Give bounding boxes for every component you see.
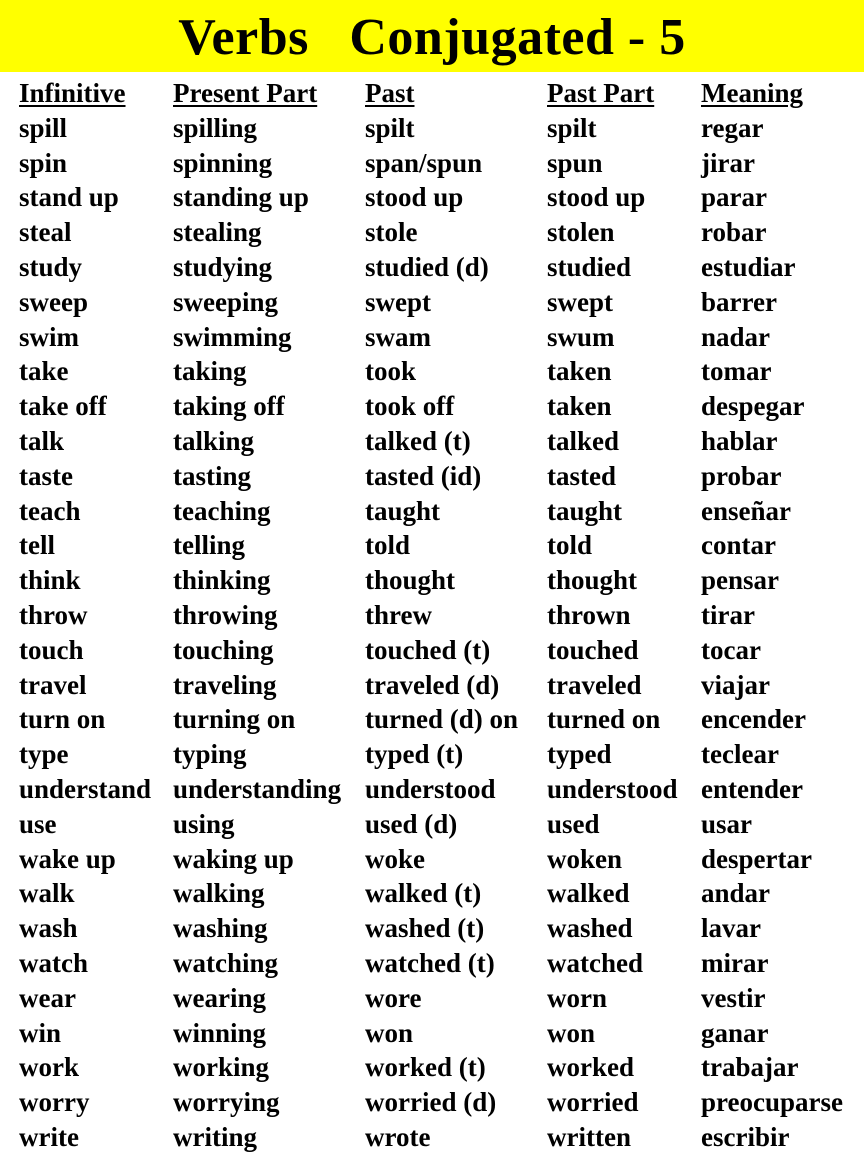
table-row xyxy=(19,737,864,772)
present-participle-cell: walking xyxy=(173,878,265,909)
past-participle-cell: taught xyxy=(547,495,623,526)
infinitive-cell: think xyxy=(19,565,81,596)
past-cell: washed (t) xyxy=(365,913,485,944)
meaning-cell: tocar xyxy=(701,634,761,665)
infinitive-cell: touch xyxy=(19,634,84,665)
meaning-cell: usar xyxy=(701,808,753,839)
meaning-cell: andar xyxy=(701,878,771,909)
past-participle-cell: studied xyxy=(547,251,632,282)
past-participle-cell: walked xyxy=(547,878,630,909)
table-row xyxy=(19,772,864,807)
table-row xyxy=(19,111,864,146)
table-row xyxy=(19,285,864,320)
meaning-cell: barrer xyxy=(701,286,777,317)
past-participle-cell: spun xyxy=(547,147,603,178)
present-participle-cell: stealing xyxy=(173,217,262,248)
present-participle-cell: using xyxy=(173,808,235,839)
past-cell: spilt xyxy=(365,112,415,143)
past-participle-cell: typed xyxy=(547,739,612,770)
past-participle-cell: used xyxy=(547,808,600,839)
past-cell: studied (d) xyxy=(365,251,489,282)
meaning-cell: nadar xyxy=(701,321,771,352)
table-row xyxy=(19,668,864,703)
present-participle-cell: tasting xyxy=(173,460,252,491)
past-cell: tasted (id) xyxy=(365,460,482,491)
infinitive-cell: tell xyxy=(19,530,55,561)
past-participle-cell: watched xyxy=(547,947,643,978)
present-participle-cell: thinking xyxy=(173,565,271,596)
header-infinitive: Infinitive xyxy=(19,78,126,108)
table-row xyxy=(19,424,864,459)
meaning-cell: pensar xyxy=(701,565,780,596)
past-cell: threw xyxy=(365,599,432,630)
page-title: Verbs Conjugated - 5 xyxy=(178,9,686,66)
table-row xyxy=(19,1050,864,1085)
past-cell: took xyxy=(365,356,417,387)
past-cell: understood xyxy=(365,773,496,804)
header-past: Past xyxy=(365,78,415,108)
infinitive-cell: spin xyxy=(19,147,68,178)
past-participle-cell: spilt xyxy=(547,112,597,143)
table-row xyxy=(19,354,864,389)
meaning-cell: probar xyxy=(701,460,782,491)
past-participle-cell: understood xyxy=(547,773,678,804)
infinitive-cell: steal xyxy=(19,217,72,248)
infinitive-cell: turn on xyxy=(19,704,106,735)
meaning-cell: vestir xyxy=(701,982,766,1013)
meaning-cell: tirar xyxy=(701,599,755,630)
infinitive-cell: walk xyxy=(19,878,75,909)
present-participle-cell: spilling xyxy=(173,112,258,143)
meaning-cell: teclear xyxy=(701,739,779,770)
infinitive-cell: win xyxy=(19,1017,62,1048)
table-row xyxy=(19,946,864,981)
present-participle-cell: writing xyxy=(173,1121,257,1152)
past-cell: traveled (d) xyxy=(365,669,500,700)
present-participle-cell: watching xyxy=(173,947,279,978)
infinitive-cell: travel xyxy=(19,669,87,700)
past-cell: swept xyxy=(365,286,431,317)
past-cell: wore xyxy=(365,982,422,1013)
past-cell: won xyxy=(365,1017,414,1048)
meaning-cell: despegar xyxy=(701,391,805,422)
past-participle-cell: won xyxy=(547,1017,596,1048)
past-participle-cell: worried xyxy=(547,1087,639,1118)
meaning-cell: enseñar xyxy=(701,495,791,526)
past-cell: thought xyxy=(365,565,456,596)
infinitive-cell: teach xyxy=(19,495,81,526)
past-cell: worried (d) xyxy=(365,1087,497,1118)
verb-table xyxy=(19,76,864,1155)
past-cell: told xyxy=(365,530,411,561)
past-participle-cell: taken xyxy=(547,391,612,422)
past-cell: typed (t) xyxy=(365,739,464,770)
infinitive-cell: understand xyxy=(19,773,152,804)
meaning-cell: jirar xyxy=(701,147,755,178)
present-participle-cell: studying xyxy=(173,251,273,282)
past-participle-cell: thrown xyxy=(547,599,631,630)
table-row xyxy=(19,389,864,424)
past-participle-cell: stood up xyxy=(547,182,646,213)
infinitive-cell: swim xyxy=(19,321,79,352)
past-cell: talked (t) xyxy=(365,425,471,456)
present-participle-cell: swimming xyxy=(173,321,292,352)
past-cell: worked (t) xyxy=(365,1052,486,1083)
infinitive-cell: work xyxy=(19,1052,79,1083)
past-cell: used (d) xyxy=(365,808,458,839)
meaning-cell: preocuparse xyxy=(701,1087,843,1118)
table-row xyxy=(19,494,864,529)
present-participle-cell: typing xyxy=(173,739,247,770)
present-participle-cell: worrying xyxy=(173,1087,280,1118)
meaning-cell: regar xyxy=(701,112,764,143)
table-row xyxy=(19,146,864,181)
past-cell: touched (t) xyxy=(365,634,491,665)
present-participle-cell: washing xyxy=(173,913,268,944)
past-cell: stole xyxy=(365,217,418,248)
past-cell: swam xyxy=(365,321,431,352)
infinitive-cell: sweep xyxy=(19,286,88,317)
table-row xyxy=(19,842,864,877)
meaning-cell: mirar xyxy=(701,947,769,978)
table-row xyxy=(19,563,864,598)
past-cell: stood up xyxy=(365,182,464,213)
present-participle-cell: spinning xyxy=(173,147,273,178)
infinitive-cell: study xyxy=(19,251,83,282)
meaning-cell: contar xyxy=(701,530,776,561)
infinitive-cell: stand up xyxy=(19,182,119,213)
meaning-cell: ganar xyxy=(701,1017,769,1048)
meaning-cell: escribir xyxy=(701,1121,790,1152)
past-participle-cell: touched xyxy=(547,634,639,665)
past-participle-cell: talked xyxy=(547,425,620,456)
infinitive-cell: talk xyxy=(19,425,65,456)
present-participle-cell: telling xyxy=(173,530,245,561)
meaning-cell: encender xyxy=(701,704,806,735)
past-cell: span/spun xyxy=(365,147,483,178)
table-row xyxy=(19,459,864,494)
past-cell: woke xyxy=(365,843,425,874)
past-cell: took off xyxy=(365,391,455,422)
present-participle-cell: standing up xyxy=(173,182,309,213)
table-row xyxy=(19,911,864,946)
present-participle-cell: taking xyxy=(173,356,247,387)
table-row xyxy=(19,981,864,1016)
table-row xyxy=(19,633,864,668)
present-participle-cell: throwing xyxy=(173,599,278,630)
present-participle-cell: winning xyxy=(173,1017,267,1048)
header-past-participle: Past Part xyxy=(547,78,655,108)
table-row xyxy=(19,320,864,355)
past-participle-cell: turned on xyxy=(547,704,661,735)
infinitive-cell: wake up xyxy=(19,843,116,874)
meaning-cell: entender xyxy=(701,773,803,804)
infinitive-cell: spill xyxy=(19,112,68,143)
infinitive-cell: wear xyxy=(19,982,76,1013)
meaning-cell: estudiar xyxy=(701,251,796,282)
table-row xyxy=(19,180,864,215)
infinitive-cell: take off xyxy=(19,391,107,422)
meaning-cell: hablar xyxy=(701,425,778,456)
past-cell: walked (t) xyxy=(365,878,482,909)
table-row xyxy=(19,807,864,842)
present-participle-cell: teaching xyxy=(173,495,271,526)
table-row xyxy=(19,1016,864,1051)
infinitive-cell: take xyxy=(19,356,69,387)
past-cell: watched (t) xyxy=(365,947,495,978)
infinitive-cell: worry xyxy=(19,1087,90,1118)
past-participle-cell: swum xyxy=(547,321,615,352)
meaning-cell: robar xyxy=(701,217,767,248)
past-participle-cell: thought xyxy=(547,565,638,596)
table-row xyxy=(19,1120,864,1155)
meaning-cell: viajar xyxy=(701,669,770,700)
present-participle-cell: traveling xyxy=(173,669,277,700)
infinitive-cell: write xyxy=(19,1121,79,1152)
table-row xyxy=(19,876,864,911)
past-participle-cell: worked xyxy=(547,1052,634,1083)
present-participle-cell: working xyxy=(173,1052,270,1083)
past-participle-cell: worn xyxy=(547,982,607,1013)
infinitive-cell: throw xyxy=(19,599,88,630)
past-cell: taught xyxy=(365,495,441,526)
infinitive-cell: type xyxy=(19,739,69,770)
past-cell: turned (d) on xyxy=(365,704,519,735)
past-participle-cell: written xyxy=(547,1121,631,1152)
present-participle-cell: turning on xyxy=(173,704,296,735)
present-participle-cell: taking off xyxy=(173,391,285,422)
present-participle-cell: sweeping xyxy=(173,286,279,317)
meaning-cell: trabajar xyxy=(701,1052,799,1083)
table-row xyxy=(19,250,864,285)
table-row xyxy=(19,1085,864,1120)
meaning-cell: tomar xyxy=(701,356,772,387)
present-participle-cell: understanding xyxy=(173,773,342,804)
present-participle-cell: wearing xyxy=(173,982,266,1013)
past-participle-cell: tasted xyxy=(547,460,616,491)
table-row xyxy=(19,598,864,633)
past-participle-cell: traveled xyxy=(547,669,642,700)
meaning-cell: lavar xyxy=(701,913,761,944)
table-row xyxy=(19,528,864,563)
meaning-cell: parar xyxy=(701,182,767,213)
present-participle-cell: touching xyxy=(173,634,274,665)
past-participle-cell: washed xyxy=(547,913,633,944)
header-meaning: Meaning xyxy=(701,78,804,108)
table-header-row xyxy=(19,76,864,111)
table-row xyxy=(19,702,864,737)
infinitive-cell: use xyxy=(19,808,57,839)
past-participle-cell: taken xyxy=(547,356,612,387)
past-participle-cell: stolen xyxy=(547,217,615,248)
past-cell: wrote xyxy=(365,1121,431,1152)
table-body xyxy=(19,111,864,1155)
past-participle-cell: woken xyxy=(547,843,623,874)
infinitive-cell: watch xyxy=(19,947,88,978)
header-present-participle: Present Part xyxy=(173,78,318,108)
present-participle-cell: waking up xyxy=(173,843,294,874)
infinitive-cell: wash xyxy=(19,913,78,944)
present-participle-cell: talking xyxy=(173,425,255,456)
infinitive-cell: taste xyxy=(19,460,73,491)
table-row xyxy=(19,215,864,250)
past-participle-cell: told xyxy=(547,530,593,561)
past-participle-cell: swept xyxy=(547,286,613,317)
meaning-cell: despertar xyxy=(701,843,812,874)
